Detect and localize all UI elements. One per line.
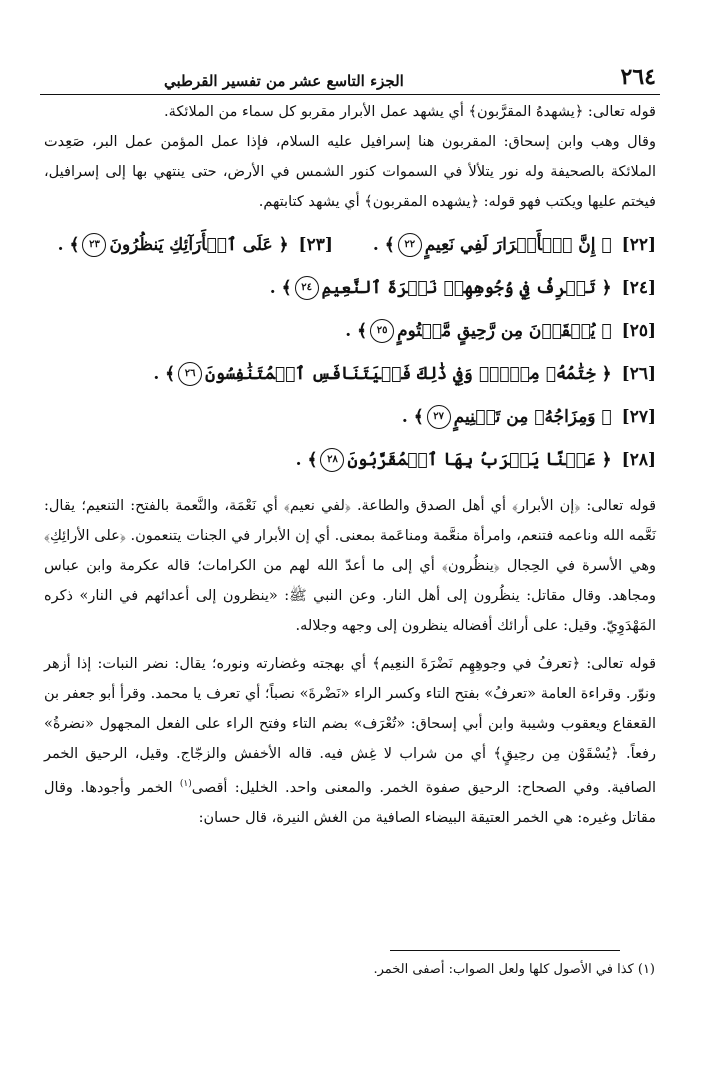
verse-row bbox=[44, 438, 656, 481]
ayah-end-mark-icon: ٢٦ bbox=[178, 362, 202, 386]
page bbox=[40, 60, 660, 833]
verse-number: [٢٦] bbox=[621, 363, 656, 384]
verse bbox=[345, 319, 656, 343]
verse bbox=[58, 233, 333, 257]
ayah-end-mark-icon: ٢٣ bbox=[82, 233, 106, 257]
verse bbox=[270, 276, 656, 300]
paragraph-text: قوله تعالى: ﴿تعرفُ في وجوهِهِم نَضْرَةَ النعِيم﴾ أي بهجته وغضارته ونوره؛ يقال: نضر النبات: إذا أزهر ونوّر. وقراءة العامة «تعرفُ» بفتح التاء وكسر الراء «نَضْرةَ» نصباً؛ أي تعرف يا محمد. وقرأ أبو جعفر بن القعقاع ويعقوب وشيبة وابن أبي إسحاق: «تُعْرَف» بضم التاء وفتح الراء على الفعل المجهول «نضرةُ» رفعاً. ﴿يُسْقَوْن مِن رحِيقٍ﴾ أي من شراب لا غِش فيه. قاله الأخفش والزجّاج. وقيل، الرحيق الخمر الصافية. وفي الصحاح: الرحيق صفوة الخمر. والمعنى واحد. الخليل: أقصى bbox=[44, 656, 656, 796]
verse bbox=[373, 233, 656, 257]
paragraph-text: الخمر وأجودها. وقال مقاتل وغيره: هي الخمر العتيقة البيضاء الصافية من الغش النيرة، قال حسان: bbox=[44, 779, 656, 826]
verse-text: ﴿ عَيۡنًا يَشۡرَبُ بِهَا ٱلۡمُقَرَّبُونَ bbox=[347, 450, 612, 470]
verse-text: ﴿ عَلَى ٱلۡأَرَآئِكِ يَنظُرُونَ bbox=[109, 235, 289, 255]
verse-close: ﴾ . bbox=[153, 364, 176, 384]
verse bbox=[402, 405, 656, 429]
paragraph: قوله تعالى: ﴿يشهدهُ المقرَّبون﴾ أي يشهد عمل الأبرار مقربو كل سماء من الملائكة. bbox=[164, 104, 656, 120]
verse-text: ﴿ خِتَٰمُهُۥ مِسۡكٌۚ وَفِي ذَٰلِكَ فَلۡيَتَنَافَسِ ٱلۡمُتَنَٰفِسُونَ bbox=[205, 364, 612, 384]
verse-text: ﴿ وَمِزَاجُهُۥ مِن تَسۡنِيمٍ bbox=[453, 406, 612, 427]
verse-text: ﴿ إِنَّ ٱلۡأَبۡرَارَ لَفِي نَعِيمٍ bbox=[424, 234, 612, 255]
verse-text: ﴿ تَعۡرِفُ فِي وُجُوهِهِمۡ نَضۡرَةَ ٱلنَّعِيمِ bbox=[321, 278, 612, 298]
verse-row bbox=[44, 352, 656, 395]
verse bbox=[296, 448, 656, 472]
page-header bbox=[40, 60, 660, 95]
footnote-reference: (١) bbox=[179, 779, 192, 789]
footnote-divider bbox=[390, 950, 620, 951]
verse bbox=[153, 362, 656, 386]
ayah-end-mark-icon: ٢٥ bbox=[370, 319, 394, 343]
verse-number: [٢٣] bbox=[298, 234, 333, 255]
footnote: (١) كذا في الأصول كلها ولعل الصواب: أصفى الخمر. bbox=[373, 962, 655, 977]
running-title: الجزء التاسع عشر من تفسير القرطبي bbox=[164, 72, 404, 90]
paragraph: وقال وهب وابن إسحاق: المقربون هنا إسرافيل عليه السلام، فإذا عمل المؤمن عمل البر، صَعِدت الملائكة بالصحيفة وله نور يتلألأ في السموات كنور الشمس في الأرض، حتى ينتهي بها إلى إسرافيل، فيختم عليها ويكتب فهو قوله: ﴿يشهده المقربون﴾ أي يشهد كتابتهم. bbox=[44, 134, 656, 210]
verse-text: ﴿ يُسۡقَوۡنَ مِن رَّحِيقٍ مَّخۡتُومٍ bbox=[397, 320, 612, 341]
paragraph: قوله تعالى: ﴿إن الأبرار﴾ أي أهل الصدق والطاعة. ﴿لفي نعيم﴾ أي نَعْمَة، والنَّعمة بالفتح: التنعيم؛ يقال: نَعَّمه الله وناعمه فتنعم، وامرأة منعَّمة ومناعَمة بمعنى. أي إن الأبرار في الجنات يتنعمون. ﴿على الأرائِكِ﴾ وهي الأسرة في الحِجال ﴿ينظُرون﴾ أي إلى ما أعدّ الله لهم من الكرامات؛ قاله عكرمة وابن عباس ومجاهد. وقال مقاتل: ينظُرون إلى أهل النار. وعن النبي ﷺ: «ينظرون إلى أعدائهم في النار» ذكره المَهْدَوِيّ. وقيل: على أرائك أفضاله ينظرون إلى وجهه وجلاله. bbox=[44, 498, 656, 634]
quran-verses bbox=[40, 223, 660, 481]
verse-number: [٢٨] bbox=[621, 449, 656, 470]
verse-close: ﴾ . bbox=[269, 278, 292, 298]
ayah-end-mark-icon: ٢٧ bbox=[427, 405, 451, 429]
verse-close: ﴾ . bbox=[401, 407, 424, 427]
page-number: ٢٦٤ bbox=[620, 64, 656, 90]
ayah-end-mark-icon: ٢٢ bbox=[398, 233, 422, 257]
ayah-end-mark-icon: ٢٤ bbox=[295, 276, 319, 300]
verse-row bbox=[44, 223, 656, 266]
ayah-end-mark-icon: ٢٨ bbox=[320, 448, 344, 472]
verse-row bbox=[44, 266, 656, 309]
verse-close: ﴾ . bbox=[57, 235, 80, 255]
verse-number: [٢٤] bbox=[621, 277, 656, 298]
verse-close: ﴾ . bbox=[372, 235, 395, 255]
paragraph bbox=[40, 649, 660, 833]
verse-close: ﴾ . bbox=[295, 450, 318, 470]
verse-number: [٢٥] bbox=[621, 320, 656, 341]
verse-close: ﴾ . bbox=[345, 321, 368, 341]
verse-number: [٢٢] bbox=[621, 234, 656, 255]
verse-row bbox=[44, 309, 656, 352]
verse-row bbox=[44, 395, 656, 438]
verse-number: [٢٧] bbox=[621, 406, 656, 427]
